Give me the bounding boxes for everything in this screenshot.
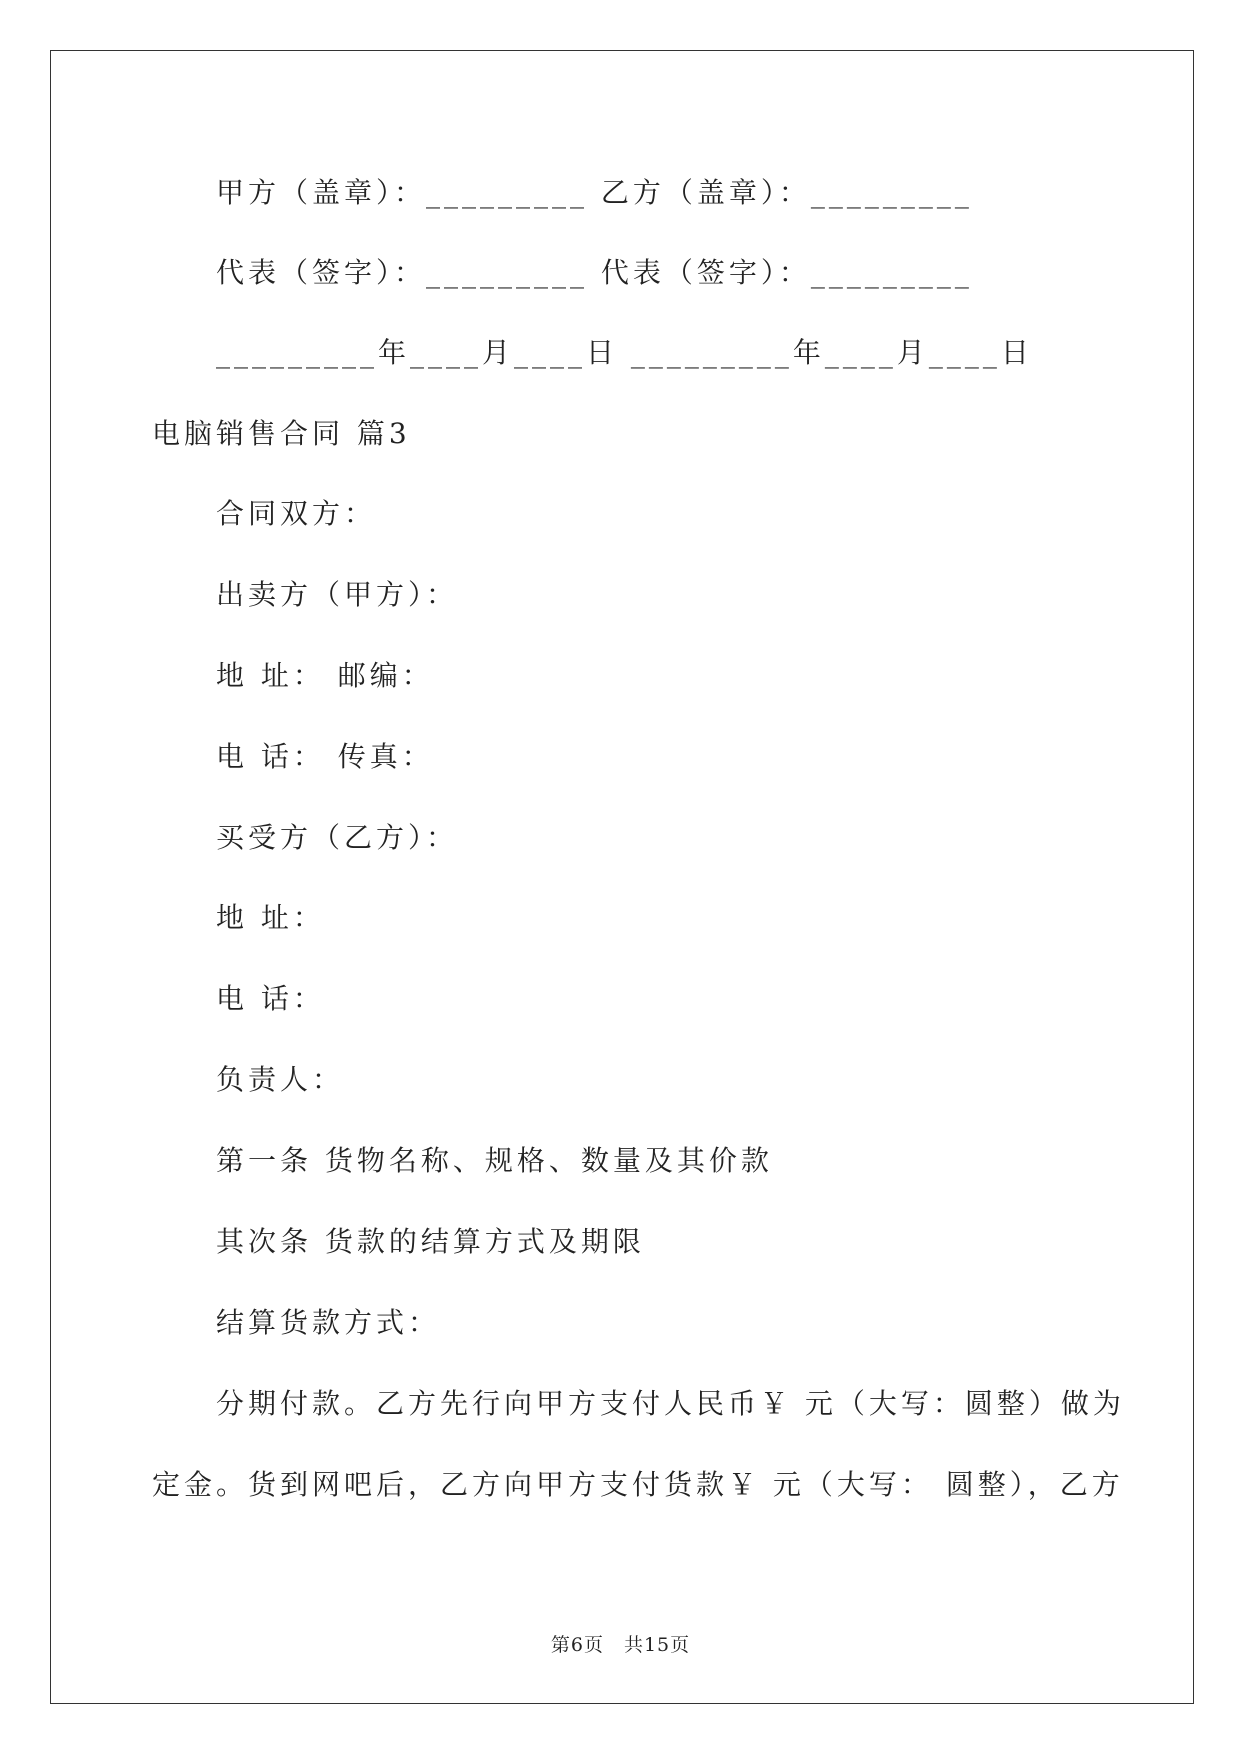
paragraph-line: 定金。货到网吧后，乙方向甲方支付货款￥ 元（大写： 圆整），乙方	[152, 1468, 1124, 1501]
text-line: 地 址：	[216, 901, 325, 934]
text-line: 出卖方（甲方）：	[216, 578, 459, 611]
section-heading: 电脑销售合同 篇3	[152, 417, 411, 450]
text-line: 负责人：	[216, 1063, 345, 1096]
text-line: 电 话： 传真：	[216, 740, 434, 773]
text-line: 地 址： 邮编：	[216, 659, 434, 692]
signature-line-representative: 代表（签字）：_________ 代表（签字）：_________	[216, 256, 973, 289]
page-border	[50, 50, 1194, 1704]
article-heading: 第一条 货物名称、规格、数量及其价款	[216, 1144, 773, 1177]
text-line: 合同双方：	[216, 497, 377, 530]
paragraph-line: 分期付款。乙方先行向甲方支付人民币￥ 元（大写：圆整）做为	[216, 1387, 1125, 1420]
signature-line-seal: 甲方（盖章）：_________ 乙方（盖章）：_________	[216, 176, 973, 209]
page-number-footer: 第6页 共15页	[550, 1634, 691, 1656]
text-line: 电 话：	[216, 982, 325, 1015]
text-line: 结算货款方式：	[216, 1306, 441, 1339]
article-heading: 其次条 货款的结算方式及期限	[216, 1225, 645, 1258]
signature-line-date: _________年____月____日 _________年____月____日	[216, 336, 1033, 369]
text-line: 买受方（乙方）：	[216, 821, 459, 854]
